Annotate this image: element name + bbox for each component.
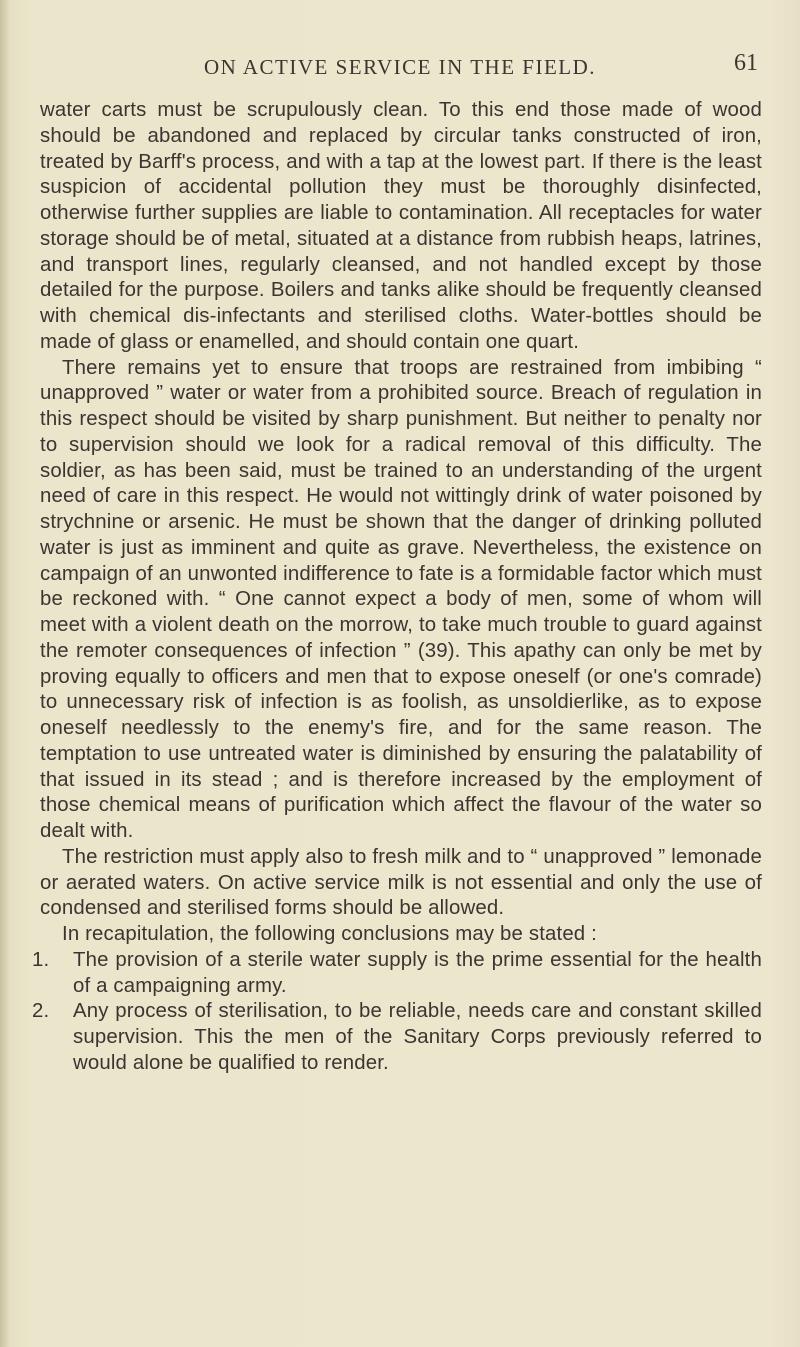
paragraph: The restriction must apply also to fresh milk and to “ unapproved ” lemonade or aerated waters. On active service milk is not essential and only the use of condensed and sterilised forms should be allowed. [40,845,762,920]
conclusion-item [32,999,762,1076]
page-number: 61 [734,50,758,76]
page-gutter-shadow [0,0,10,1347]
page-header [0,50,800,85]
conclusion-number: 2. [32,1000,50,1023]
body-text [32,98,762,1077]
running-head: ON ACTIVE SERVICE IN THE FIELD. [203,55,597,79]
conclusion-number: 1. [32,948,50,971]
conclusion-text: Any process of sterilisation, to be reliable, needs care and constant skilled supervision. This the men of the Sanitary Corps previously referred to would alone be qualified to render. [73,1000,762,1074]
paragraph: In recapitulation, the following conclusions may be stated : [62,923,597,945]
paragraph: water carts must be scrupulously clean. To this end those made of wood should be abandoned and replaced by circular tanks constructed of iron, treated by Barff's process, and with a tap at the lowest part. If there is the least suspicion of accidental pollution they must be thoroughly disinfected, otherwise further supplies are liable to contamination. All receptacles for water storage should be of metal, situated at a distance from rubbish heaps, latrines, and transport lines, regularly cleansed, and not handled except by those detailed for the purpose. Boilers and tanks alike should be frequently cleansed with chemical dis-infectants and sterilised cloths. Water-bottles should be made of glass or enamelled, and should contain one quart. [40,99,762,353]
conclusion-text: The provision of a sterile water supply is the prime essential for the health of a campaigning army. [73,948,762,997]
paragraph: There remains yet to ensure that troops are restrained from imbibing “ unapproved ” water or water from a prohibited source. Breach of regulation in this respect should be visited by sharp punishment. But neither to penalty nor to supervision should we look for a radical removal of this difficulty. The soldier, as has been said, must be trained to an understanding of the urgent need of care in this respect. He would not wittingly drink of water poisoned by strychnine or arsenic. He must be shown that the danger of drinking polluted water is just as imminent and quite as grave. Nevertheless, the existence on campaign of an unwonted indifference to fate is a formidable factor which must be reckoned with. “ One cannot expect a body of men, some of whom will meet with a violent death on the morrow, to take much trouble to guard against the remoter consequences of infection ” (39). This apathy can only be met by proving equally to officers and men that to expose oneself (or one's comrade) to unnecessary risk of infection is as foolish, as unsoldierlike, as to expose oneself needlessly to the enemy's fire, and for the same reason. The temptation to use untreated water is diminished by ensuring the palatability of that issued in its stead ; and is therefore increased by the employment of those chemical means of purification which affect the flavour of the water so dealt with. [40,356,762,842]
conclusion-item [32,948,762,1000]
